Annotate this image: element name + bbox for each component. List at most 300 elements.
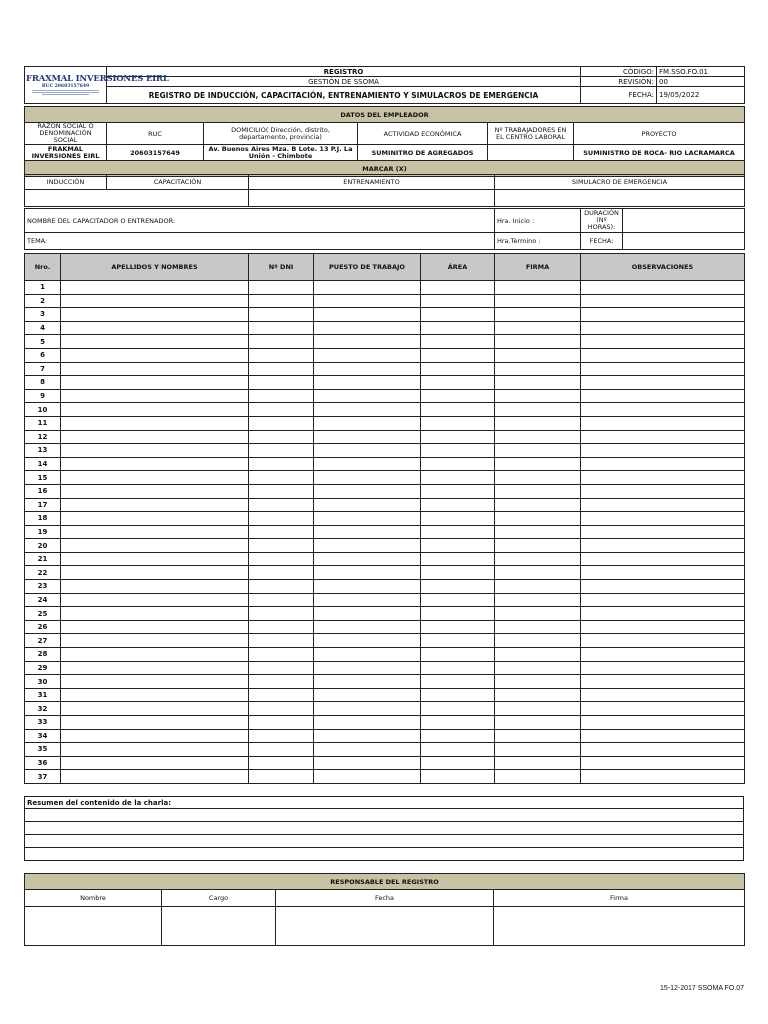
row-dni-cell[interactable]: [249, 607, 314, 621]
row-observaciones-cell[interactable]: [581, 294, 745, 308]
table-row: [25, 702, 745, 716]
checkbox-simulacro[interactable]: [495, 190, 745, 207]
row-puesto-cell[interactable]: [314, 634, 421, 648]
row-apellidos-cell[interactable]: [61, 308, 249, 322]
row-apellidos-cell[interactable]: [61, 634, 249, 648]
row-dni-cell[interactable]: [249, 389, 314, 403]
row-number: 16: [25, 484, 61, 498]
row-number: 3: [25, 308, 61, 322]
row-dni-cell[interactable]: [249, 416, 314, 430]
row-number: 24: [25, 593, 61, 607]
row-area-cell[interactable]: [421, 648, 495, 662]
row-firma-cell[interactable]: [495, 634, 581, 648]
row-number: 18: [25, 512, 61, 526]
row-dni-cell[interactable]: [249, 552, 314, 566]
row-observaciones-cell[interactable]: [581, 457, 745, 471]
row-dni-cell[interactable]: [249, 498, 314, 512]
row-puesto-cell[interactable]: [314, 743, 421, 757]
codigo-value: FM.SSO.FO.01: [657, 67, 745, 77]
hra-termino-field[interactable]: [495, 233, 581, 250]
row-number: 9: [25, 389, 61, 403]
logo-name: FRAXMAL INVERSIONES EIRL: [26, 74, 169, 84]
row-observaciones-cell[interactable]: [581, 566, 745, 580]
row-area-cell[interactable]: [421, 729, 495, 743]
tema-field[interactable]: [25, 233, 495, 250]
row-number: 4: [25, 321, 61, 335]
row-area-cell[interactable]: [421, 607, 495, 621]
table-row: [25, 376, 745, 390]
row-puesto-cell[interactable]: [314, 335, 421, 349]
row-puesto-cell[interactable]: [314, 539, 421, 553]
row-observaciones-cell[interactable]: [581, 688, 745, 702]
row-dni-cell[interactable]: [249, 580, 314, 594]
row-dni-cell[interactable]: [249, 729, 314, 743]
row-area-cell[interactable]: [421, 716, 495, 730]
hra-termino-label: Hra.Termino :: [497, 237, 541, 245]
row-dni-cell[interactable]: [249, 770, 314, 784]
row-dni-cell[interactable]: [249, 593, 314, 607]
row-observaciones-cell[interactable]: [581, 403, 745, 417]
row-area-cell[interactable]: [421, 688, 495, 702]
table-row: [25, 416, 745, 430]
row-firma-cell[interactable]: [495, 512, 581, 526]
row-apellidos-cell[interactable]: [61, 607, 249, 621]
row-firma-cell[interactable]: [495, 362, 581, 376]
row-apellidos-cell[interactable]: [61, 525, 249, 539]
row-apellidos-cell[interactable]: [61, 593, 249, 607]
row-puesto-cell[interactable]: [314, 471, 421, 485]
row-observaciones-cell[interactable]: [581, 362, 745, 376]
footer-code: 15-12-2017 SSOMA FO.07: [659, 985, 744, 992]
row-area-cell[interactable]: [421, 389, 495, 403]
col-firma: FIRMA: [495, 254, 581, 281]
option-simulacro: SIMULACRO DE EMERGENCIA: [495, 175, 745, 190]
row-observaciones-cell[interactable]: [581, 484, 745, 498]
row-apellidos-cell[interactable]: [61, 498, 249, 512]
row-number: 34: [25, 729, 61, 743]
fecha-capacitacion-value[interactable]: [623, 233, 745, 250]
row-observaciones-cell[interactable]: [581, 376, 745, 390]
row-apellidos-cell[interactable]: [61, 389, 249, 403]
row-observaciones-cell[interactable]: [581, 498, 745, 512]
resumen-line[interactable]: [25, 848, 744, 861]
row-firma-cell[interactable]: [495, 484, 581, 498]
row-apellidos-cell[interactable]: [61, 620, 249, 634]
table-row: [25, 756, 745, 770]
row-apellidos-cell[interactable]: [61, 566, 249, 580]
row-firma-cell[interactable]: [495, 376, 581, 390]
row-apellidos-cell[interactable]: [61, 416, 249, 430]
row-firma-cell[interactable]: [495, 756, 581, 770]
row-firma-cell[interactable]: [495, 416, 581, 430]
row-apellidos-cell[interactable]: [61, 348, 249, 362]
row-dni-cell[interactable]: [249, 743, 314, 757]
row-dni-cell[interactable]: [249, 321, 314, 335]
row-firma-cell[interactable]: [495, 281, 581, 295]
row-dni-cell[interactable]: [249, 756, 314, 770]
table-row: [25, 661, 745, 675]
responsable-cargo-cell[interactable]: [162, 907, 276, 946]
row-firma-cell[interactable]: [495, 743, 581, 757]
table-row: [25, 770, 745, 784]
checkbox-entrenamiento[interactable]: [249, 190, 495, 207]
row-observaciones-cell[interactable]: [581, 634, 745, 648]
row-area-cell[interactable]: [421, 430, 495, 444]
row-dni-cell[interactable]: [249, 308, 314, 322]
row-firma-cell[interactable]: [495, 444, 581, 458]
row-dni-cell[interactable]: [249, 403, 314, 417]
row-observaciones-cell[interactable]: [581, 281, 745, 295]
row-apellidos-cell[interactable]: [61, 471, 249, 485]
row-apellidos-cell[interactable]: [61, 403, 249, 417]
row-firma-cell[interactable]: [495, 471, 581, 485]
row-area-cell[interactable]: [421, 348, 495, 362]
row-firma-cell[interactable]: [495, 403, 581, 417]
table-row: [25, 539, 745, 553]
row-firma-cell[interactable]: [495, 770, 581, 784]
row-area-cell[interactable]: [421, 281, 495, 295]
value-actividad: SUMINITRO DE AGREGADOS: [358, 145, 488, 161]
row-area-cell[interactable]: [421, 675, 495, 689]
col-nro: Nro.: [25, 254, 61, 281]
value-ruc: 20603157649: [107, 145, 204, 161]
row-puesto-cell[interactable]: [314, 593, 421, 607]
row-dni-cell[interactable]: [249, 294, 314, 308]
row-apellidos-cell[interactable]: [61, 580, 249, 594]
row-puesto-cell[interactable]: [314, 525, 421, 539]
row-firma-cell[interactable]: [495, 552, 581, 566]
row-area-cell[interactable]: [421, 484, 495, 498]
row-puesto-cell[interactable]: [314, 348, 421, 362]
row-area-cell[interactable]: [421, 498, 495, 512]
row-puesto-cell[interactable]: [314, 498, 421, 512]
row-firma-cell[interactable]: [495, 675, 581, 689]
row-puesto-cell[interactable]: [314, 444, 421, 458]
row-area-cell[interactable]: [421, 743, 495, 757]
row-firma-cell[interactable]: [495, 716, 581, 730]
row-number: 6: [25, 348, 61, 362]
row-observaciones-cell[interactable]: [581, 593, 745, 607]
row-puesto-cell[interactable]: [314, 702, 421, 716]
table-row: [25, 729, 745, 743]
row-dni-cell[interactable]: [249, 648, 314, 662]
responsable-nombre-cell[interactable]: [25, 907, 162, 946]
row-firma-cell[interactable]: [495, 593, 581, 607]
table-row: [25, 403, 745, 417]
row-apellidos-cell[interactable]: [61, 457, 249, 471]
row-area-cell[interactable]: [421, 566, 495, 580]
row-area-cell[interactable]: [421, 335, 495, 349]
row-apellidos-cell[interactable]: [61, 675, 249, 689]
row-observaciones-cell[interactable]: [581, 430, 745, 444]
row-puesto-cell[interactable]: [314, 716, 421, 730]
row-area-cell[interactable]: [421, 512, 495, 526]
row-apellidos-cell[interactable]: [61, 281, 249, 295]
row-puesto-cell[interactable]: [314, 675, 421, 689]
row-observaciones-cell[interactable]: [581, 580, 745, 594]
row-area-cell[interactable]: [421, 362, 495, 376]
row-observaciones-cell[interactable]: [581, 552, 745, 566]
checkbox-induccion-capacitacion[interactable]: [25, 190, 249, 207]
col-dni: Nº DNI: [249, 254, 314, 281]
employer-band: DATOS DEL EMPLEADOR: [25, 107, 745, 123]
row-firma-cell[interactable]: [495, 566, 581, 580]
row-dni-cell[interactable]: [249, 471, 314, 485]
table-row: [25, 593, 745, 607]
row-apellidos-cell[interactable]: [61, 756, 249, 770]
resumen-line[interactable]: [25, 835, 744, 848]
row-area-cell[interactable]: [421, 403, 495, 417]
row-number: 25: [25, 607, 61, 621]
revision-value: 00: [657, 77, 745, 87]
row-dni-cell[interactable]: [249, 457, 314, 471]
value-domicilio: Av. Buenos Aires Mza. B Lote. 13 P.J. La Unión - Chimbote: [204, 145, 358, 161]
row-number: 31: [25, 688, 61, 702]
responsable-fecha-header: Fecha: [276, 890, 494, 907]
table-row: [25, 444, 745, 458]
row-area-cell[interactable]: [421, 416, 495, 430]
row-dni-cell[interactable]: [249, 716, 314, 730]
row-dni-cell[interactable]: [249, 430, 314, 444]
row-area-cell[interactable]: [421, 552, 495, 566]
row-area-cell[interactable]: [421, 471, 495, 485]
fecha-label: FECHA:: [581, 87, 657, 104]
row-dni-cell[interactable]: [249, 675, 314, 689]
nombre-capacitador-field[interactable]: [25, 209, 495, 233]
row-observaciones-cell[interactable]: [581, 702, 745, 716]
table-row: [25, 634, 745, 648]
table-row: [25, 308, 745, 322]
row-firma-cell[interactable]: [495, 389, 581, 403]
row-puesto-cell[interactable]: [314, 416, 421, 430]
row-observaciones-cell[interactable]: [581, 444, 745, 458]
row-area-cell[interactable]: [421, 376, 495, 390]
resumen-line[interactable]: [25, 822, 744, 835]
table-row: [25, 430, 745, 444]
row-observaciones-cell[interactable]: [581, 756, 745, 770]
row-firma-cell[interactable]: [495, 525, 581, 539]
row-firma-cell[interactable]: [495, 620, 581, 634]
row-observaciones-cell[interactable]: [581, 661, 745, 675]
row-puesto-cell[interactable]: [314, 580, 421, 594]
row-observaciones-cell[interactable]: [581, 539, 745, 553]
row-observaciones-cell[interactable]: [581, 416, 745, 430]
nombre-capacitador-label: NOMBRE DEL CAPACITADOR O ENTRENADOR:: [27, 216, 176, 225]
row-observaciones-cell[interactable]: [581, 675, 745, 689]
row-puesto-cell[interactable]: [314, 430, 421, 444]
row-apellidos-cell[interactable]: [61, 484, 249, 498]
row-area-cell[interactable]: [421, 294, 495, 308]
row-dni-cell[interactable]: [249, 634, 314, 648]
row-number: 10: [25, 403, 61, 417]
row-area-cell[interactable]: [421, 770, 495, 784]
row-apellidos-cell[interactable]: [61, 512, 249, 526]
row-observaciones-cell[interactable]: [581, 743, 745, 757]
hra-inicio-field[interactable]: [495, 209, 581, 233]
row-dni-cell[interactable]: [249, 362, 314, 376]
row-puesto-cell[interactable]: [314, 512, 421, 526]
row-observaciones-cell[interactable]: [581, 607, 745, 621]
row-dni-cell[interactable]: [249, 539, 314, 553]
row-number: 30: [25, 675, 61, 689]
row-firma-cell[interactable]: [495, 498, 581, 512]
row-firma-cell[interactable]: [495, 580, 581, 594]
row-observaciones-cell[interactable]: [581, 321, 745, 335]
row-apellidos-cell[interactable]: [61, 729, 249, 743]
row-firma-cell[interactable]: [495, 335, 581, 349]
row-firma-cell[interactable]: [495, 648, 581, 662]
row-apellidos-cell[interactable]: [61, 716, 249, 730]
row-apellidos-cell[interactable]: [61, 321, 249, 335]
row-firma-cell[interactable]: [495, 702, 581, 716]
row-puesto-cell[interactable]: [314, 321, 421, 335]
row-area-cell[interactable]: [421, 702, 495, 716]
row-area-cell[interactable]: [421, 444, 495, 458]
row-dni-cell[interactable]: [249, 620, 314, 634]
row-firma-cell[interactable]: [495, 539, 581, 553]
row-dni-cell[interactable]: [249, 566, 314, 580]
row-apellidos-cell[interactable]: [61, 376, 249, 390]
row-observaciones-cell[interactable]: [581, 512, 745, 526]
row-apellidos-cell[interactable]: [61, 552, 249, 566]
row-area-cell[interactable]: [421, 756, 495, 770]
row-apellidos-cell[interactable]: [61, 362, 249, 376]
row-observaciones-cell[interactable]: [581, 308, 745, 322]
row-apellidos-cell[interactable]: [61, 688, 249, 702]
row-area-cell[interactable]: [421, 308, 495, 322]
row-observaciones-cell[interactable]: [581, 648, 745, 662]
row-apellidos-cell[interactable]: [61, 648, 249, 662]
row-observaciones-cell[interactable]: [581, 716, 745, 730]
registro-title: REGISTRO: [107, 67, 581, 77]
row-apellidos-cell[interactable]: [61, 702, 249, 716]
row-firma-cell[interactable]: [495, 457, 581, 471]
row-apellidos-cell[interactable]: [61, 661, 249, 675]
row-number: 22: [25, 566, 61, 580]
resumen-label: Resumen del contenido de la charla:: [25, 797, 744, 809]
row-firma-cell[interactable]: [495, 348, 581, 362]
row-puesto-cell[interactable]: [314, 484, 421, 498]
row-firma-cell[interactable]: [495, 430, 581, 444]
table-row: [25, 675, 745, 689]
row-puesto-cell[interactable]: [314, 661, 421, 675]
responsable-firma-cell[interactable]: [494, 907, 745, 946]
row-puesto-cell[interactable]: [314, 770, 421, 784]
row-area-cell[interactable]: [421, 457, 495, 471]
row-apellidos-cell[interactable]: [61, 770, 249, 784]
row-observaciones-cell[interactable]: [581, 389, 745, 403]
resumen-line[interactable]: [25, 809, 744, 822]
row-apellidos-cell[interactable]: [61, 444, 249, 458]
row-puesto-cell[interactable]: [314, 729, 421, 743]
row-puesto-cell[interactable]: [314, 308, 421, 322]
row-area-cell[interactable]: [421, 634, 495, 648]
hra-inicio-label: Hra. Inicio :: [497, 216, 535, 225]
row-firma-cell[interactable]: [495, 688, 581, 702]
row-puesto-cell[interactable]: [314, 566, 421, 580]
row-area-cell[interactable]: [421, 580, 495, 594]
col-observaciones: OBSERVACIONES: [581, 254, 745, 281]
row-dni-cell[interactable]: [249, 525, 314, 539]
label-actividad: ACTIVIDAD ECONÓMICA: [358, 123, 488, 145]
row-puesto-cell[interactable]: [314, 607, 421, 621]
codigo-label: CÓDIGO:: [581, 67, 657, 77]
row-puesto-cell[interactable]: [314, 362, 421, 376]
row-dni-cell[interactable]: [249, 688, 314, 702]
table-row: [25, 498, 745, 512]
company-logo: [25, 67, 169, 104]
row-puesto-cell[interactable]: [314, 688, 421, 702]
row-dni-cell[interactable]: [249, 348, 314, 362]
duracion-value[interactable]: [623, 209, 745, 233]
row-area-cell[interactable]: [421, 539, 495, 553]
row-puesto-cell[interactable]: [314, 403, 421, 417]
row-observaciones-cell[interactable]: [581, 348, 745, 362]
row-dni-cell[interactable]: [249, 444, 314, 458]
row-dni-cell[interactable]: [249, 702, 314, 716]
row-puesto-cell[interactable]: [314, 620, 421, 634]
row-dni-cell[interactable]: [249, 376, 314, 390]
row-observaciones-cell[interactable]: [581, 770, 745, 784]
row-area-cell[interactable]: [421, 661, 495, 675]
row-firma-cell[interactable]: [495, 607, 581, 621]
row-observaciones-cell[interactable]: [581, 620, 745, 634]
row-puesto-cell[interactable]: [314, 457, 421, 471]
row-apellidos-cell[interactable]: [61, 294, 249, 308]
row-observaciones-cell[interactable]: [581, 335, 745, 349]
row-area-cell[interactable]: [421, 525, 495, 539]
row-area-cell[interactable]: [421, 593, 495, 607]
row-firma-cell[interactable]: [495, 661, 581, 675]
row-number: 11: [25, 416, 61, 430]
row-area-cell[interactable]: [421, 620, 495, 634]
row-dni-cell[interactable]: [249, 661, 314, 675]
table-row: [25, 552, 745, 566]
row-firma-cell[interactable]: [495, 321, 581, 335]
row-apellidos-cell[interactable]: [61, 539, 249, 553]
table-row: [25, 362, 745, 376]
row-observaciones-cell[interactable]: [581, 525, 745, 539]
row-puesto-cell[interactable]: [314, 376, 421, 390]
option-capacitacion: CAPACITACIÓN: [107, 175, 249, 190]
trainer-table: [24, 208, 745, 250]
row-dni-cell[interactable]: [249, 281, 314, 295]
responsable-nombre-header: Nombre: [25, 890, 162, 907]
row-firma-cell[interactable]: [495, 294, 581, 308]
row-apellidos-cell[interactable]: [61, 335, 249, 349]
row-apellidos-cell[interactable]: [61, 743, 249, 757]
row-puesto-cell[interactable]: [314, 756, 421, 770]
row-puesto-cell[interactable]: [314, 281, 421, 295]
row-dni-cell[interactable]: [249, 335, 314, 349]
row-number: 32: [25, 702, 61, 716]
marcar-table: [24, 174, 745, 207]
row-firma-cell[interactable]: [495, 308, 581, 322]
row-puesto-cell[interactable]: [314, 648, 421, 662]
row-apellidos-cell[interactable]: [61, 430, 249, 444]
row-puesto-cell[interactable]: [314, 294, 421, 308]
row-dni-cell[interactable]: [249, 512, 314, 526]
row-observaciones-cell[interactable]: [581, 471, 745, 485]
row-firma-cell[interactable]: [495, 729, 581, 743]
responsable-fecha-cell[interactable]: [276, 907, 494, 946]
row-puesto-cell[interactable]: [314, 389, 421, 403]
row-area-cell[interactable]: [421, 321, 495, 335]
row-observaciones-cell[interactable]: [581, 729, 745, 743]
row-puesto-cell[interactable]: [314, 552, 421, 566]
row-dni-cell[interactable]: [249, 484, 314, 498]
label-ruc: RUC: [107, 123, 204, 145]
